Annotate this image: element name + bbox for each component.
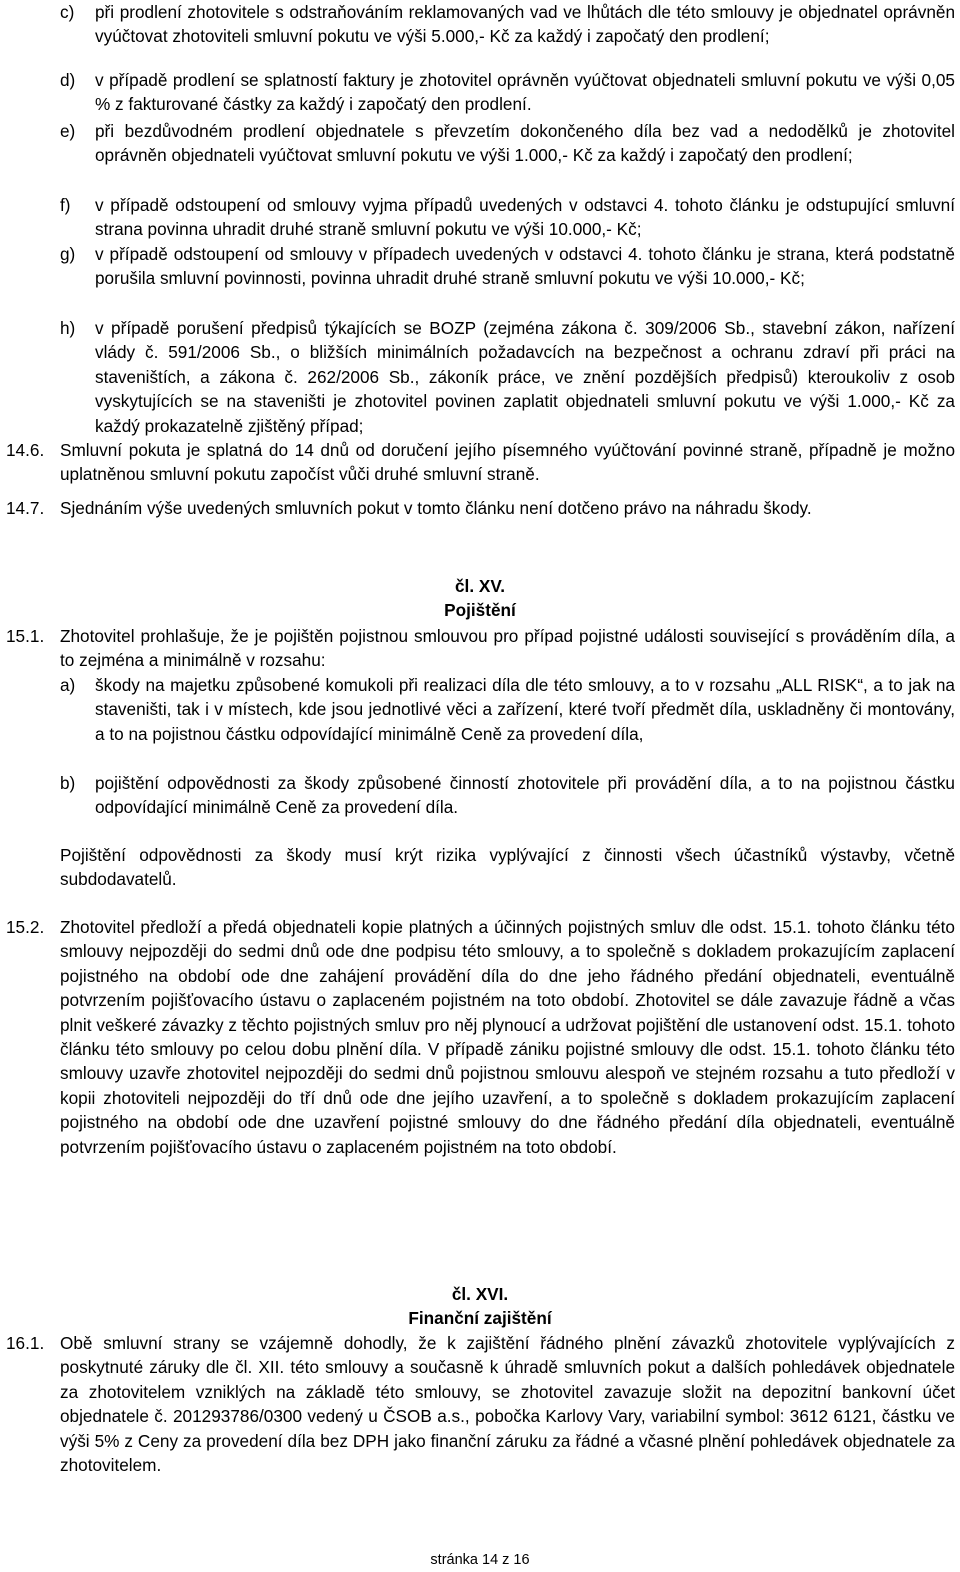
clause-text-16-1: Obě smluvní strany se vzájemně dohodly, že k zajištění řádného plnění závazků zhotovitele vyplývajících z poskytnuté záruky dle čl. XII. této smlouvy a současně k úhradě smluvních pokut a dalších pohledávek objednatele za zhotovitelem vzniklých na základě této smlouvy, se zhotovitel zavazuje složit na depozitní bankovní účet objednatele č. 201293786/0300 vedený u ČSOB a.s., pobočka Karlovy Vary, variabilní symbol: 3612 6121, částku ve výši 5% z Ceny za provedení díla bez DPH jako finanční záruku za řádné a včasné plnění pohledávek objednatele za zhotovitelem. [60,1333,955,1476]
item-text-e: při bezdůvodném prodlení objednatele s převzetím dokončeného díla bez vad a nedodělků je zhotovitel oprávněn objednateli vyúčtovat smluvní pokutu ve výši 1.000,- Kč za každý i započatý den prodlení; [95,121,955,166]
article-15-title: Pojištění [444,600,516,620]
item-text-c: při prodlení zhotovitele s odstraňováním reklamovaných vad ve lhůtách dle této smlouvy je objednatel oprávněn vyúčtovat zhotoviteli smluvní pokutu ve výši 5.000,- Kč za každý i započatý den prodlení; [95,2,955,47]
insurance-item-text-b: pojištění odpovědnosti za škody způsobené činností zhotovitele při provádění díla, a to na pojistnou částku odpovídající minimálně Ceně za provedení díla. [95,773,955,818]
article-16-title: Finanční zajištění [408,1308,552,1328]
clause-number-14-7: 14.7. [6,498,45,518]
clause-text-15-1: Zhotovitel prohlašuje, že je pojištěn pojistnou smlouvou pro případ pojistné události související s prováděním díla, a to zejména a minimálně v rozsahu: [60,626,955,671]
item-label-h: h) [60,318,76,338]
item-label-c: c) [60,2,75,22]
item-text-d: v případě prodlení se splatností faktury je zhotovitel oprávněn vyúčtovat objednateli smluvní pokutu ve výši 0,05 % z fakturované částky za každý i započatý den prodlení. [95,70,955,115]
clause-number-14-6: 14.6. [6,440,45,460]
clause-text-15-2: Zhotovitel předloží a předá objednateli kopie platných a účinných pojistných smluv dle odst. 15.1. tohoto článku této smlouvy nejpozději do sedmi dnů ode dne podpisu této smlouvy, a to společně s dokladem prokazujícím zaplacení pojistného na období ode dne zahájení provádění díla do dne jeho řádného předání objednateli, eventuálně potvrzením pojišťovacího ústavu o zaplaceném pojistném na toto období. Zhotovitel se dále zavazuje řádně a včas plnit veškeré závazky z těchto pojistných smluv pro něj plynoucí a udržovat pojištění dle ustanovení odst. 15.1. tohoto článku této smlouvy po celou dobu plnění díla. V případě zániku pojistné smlouvy dle odst. 15.1. tohoto článku této smlouvy uzavře zhotovitel nejpozději do sedmi dnů pojistnou smlouvu alespoň ve stejném rozsahu a tuto předloží v kopii zhotoviteli nejpozději do tří dnů ode dne jejího uzavření, a to společně s dokladem prokazujícím zaplacení pojistného na období ode dne uzavření pojistné smlouvy do dne řádného předání díla objednateli, eventuálně potvrzením pojišťovacího ústavu o zaplaceném pojistném na toto období. [60,917,955,1157]
clause-text-14-7: Sjednáním výše uvedených smluvních pokut v tomto článku není dotčeno právo na náhradu škody. [60,498,812,518]
insurance-item-label-b: b) [60,773,76,793]
item-label-e: e) [60,121,76,141]
item-label-g: g) [60,244,76,264]
clause-number-15-1: 15.1. [6,626,45,646]
item-text-h: v případě porušení předpisů týkajících se BOZP (zejména zákona č. 309/2006 Sb., stavební zákon, nařízení vlády č. 591/2006 Sb., o bližších minimálních požadavcích na bezpečnost a ochranu zdraví při práci na staveništích, a zákona č. 262/2006 Sb., zákoník práce, ve znění pozdějších předpisů) kteroukoliv z osob vyskytujících se na staveništi je zhotovitel povinen zaplatit objednateli smluvní pokutu ve výši 1.000,- Kč za každý prokazatelně zjištěný případ; [95,318,955,436]
item-label-f: f) [60,195,71,215]
insurance-note: Pojištění odpovědnosti za škody musí krýt rizika vyplývající z činnosti všech účastníků výstavby, včetně subdodavatelů. [60,845,955,890]
insurance-item-label-a: a) [60,675,76,695]
insurance-item-text-a: škody na majetku způsobené komukoli při realizaci díla dle této smlouvy, a to v rozsahu „ALL RISK“, a to jak na staveništi, tak i v místech, kde jsou jednotlivé věci a zařízení, které tvoří předmět díla, uskladněny či montovány, a to na pojistnou částku odpovídající minimálně Ceně za provedení díla, [95,675,955,744]
article-16-number: čl. XVI. [451,1284,509,1304]
item-text-f: v případě odstoupení od smlouvy vyjma případů uvedených v odstavci 4. tohoto článku je odstupující smluvní strana povinna uhradit druhé straně smluvní pokutu ve výši 10.000,- Kč; [95,195,955,240]
item-label-d: d) [60,70,76,90]
clause-number-15-2: 15.2. [6,917,45,937]
clause-text-14-6: Smluvní pokuta je splatná do 14 dnů od doručení jejího písemného vyúčtování povinné straně, případně je možno uplatněnou smluvní pokutu započíst vůči druhé smluvní straně. [60,440,955,485]
article-15-number: čl. XV. [454,576,505,596]
clause-number-16-1: 16.1. [6,1333,45,1353]
item-text-g: v případě odstoupení od smlouvy v případech uvedených v odstavci 4. tohoto článku je strana, která podstatně porušila smluvní povinnosti, povinna uhradit druhé straně smluvní pokutu ve výši 10.000,- Kč; [95,244,955,289]
page-number-footer: stránka 14 z 16 [430,1552,530,1568]
